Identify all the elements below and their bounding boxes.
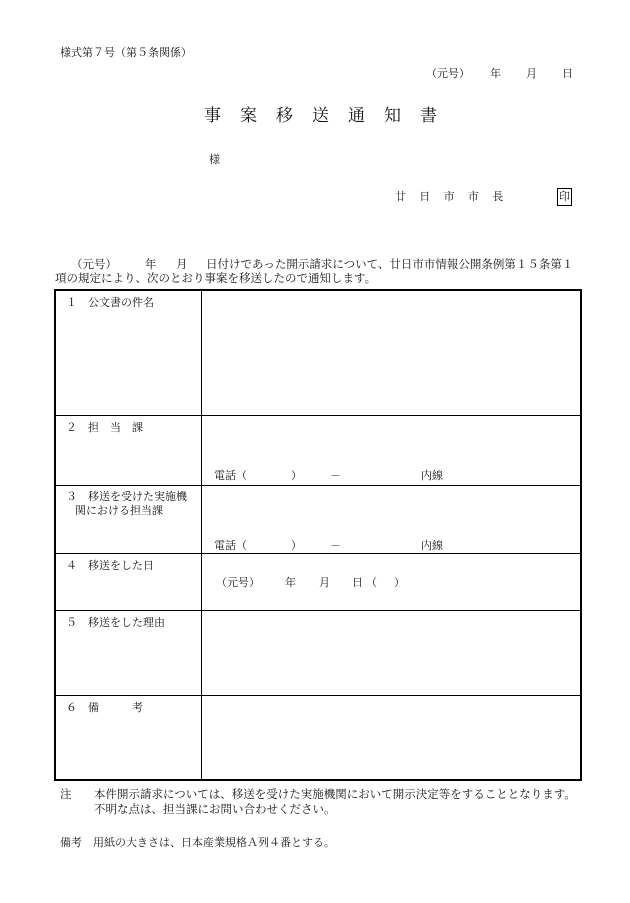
notes-label: 注 xyxy=(60,787,72,801)
phone-dash: － xyxy=(330,469,341,482)
remark-label: 備考 xyxy=(60,836,82,849)
row-remarks xyxy=(56,695,580,779)
row-document-subject xyxy=(56,291,580,415)
transfer-date-year-label: 年 xyxy=(285,576,296,589)
issue-date-day-label: 日 xyxy=(562,67,573,80)
notes-line-2: 不明な点は、担当課にお問い合わせください。 xyxy=(94,802,336,816)
transfer-reason-label: ５ 移送をした理由 xyxy=(66,616,165,629)
remarks-label-cell xyxy=(56,696,202,779)
document-title: 事案移送通知書 xyxy=(204,106,456,126)
transfer-details-table xyxy=(54,289,582,781)
receiving-section-label-line-1: ３ 移送を受けた実施機 xyxy=(66,490,187,503)
issue-date-era: （元号） xyxy=(426,67,470,80)
transfer-date-value-cell xyxy=(202,554,580,610)
transfer-date-month-label: 月 xyxy=(319,576,330,589)
responsible-section-label-cell xyxy=(56,416,202,485)
transfer-date-era: （元号） xyxy=(216,576,260,589)
issue-date-year-label: 年 xyxy=(490,67,501,80)
phone-dash: － xyxy=(330,539,341,552)
document-subject-label-cell xyxy=(56,291,202,415)
transfer-date-label-cell xyxy=(56,554,202,610)
row-transfer-reason xyxy=(56,610,580,695)
weekday-open-paren: （ xyxy=(366,576,377,589)
receiving-section-label-cell xyxy=(56,486,202,553)
document-subject-label: １ 公文書の件名 xyxy=(66,296,154,309)
phone-extension-label: 内線 xyxy=(421,539,443,552)
issue-date-month-label: 月 xyxy=(526,67,537,80)
intro-line-1: 日付けであった開示請求について、廿日市市情報公開条例第１５条第１ xyxy=(206,257,574,271)
intro-month-label: 月 xyxy=(176,257,188,271)
transfer-date-label: ４ 移送をした日 xyxy=(66,559,154,572)
transfer-reason-label-cell xyxy=(56,611,202,695)
notes-line-1: 本件開示請求については、移送を受けた実施機関において開示決定等をすることとなります。 xyxy=(94,787,576,801)
phone-prefix: 電話（ xyxy=(214,469,247,482)
phone-prefix: 電話（ xyxy=(214,539,247,552)
row-receiving-section xyxy=(56,485,580,553)
intro-era: （元号） xyxy=(71,257,117,271)
phone-extension-label: 内線 xyxy=(421,469,443,482)
receiving-section-value-cell xyxy=(202,486,580,553)
seal-mark: 印 xyxy=(557,188,572,206)
responsible-section-label: ２ 担 当 課 xyxy=(66,421,143,434)
phone-close-paren: ） xyxy=(291,539,302,552)
row-responsible-section xyxy=(56,415,580,485)
transfer-date-day-label: 日 xyxy=(352,576,363,589)
intro-year-label: 年 xyxy=(145,257,157,271)
sender-name: 廿日市市長 xyxy=(395,190,517,203)
remark-text: 用紙の大きさは、日本産業規格Ａ列４番とする。 xyxy=(93,836,335,849)
document-subject-value-cell xyxy=(202,291,580,415)
transfer-reason-value-cell xyxy=(202,611,580,695)
responsible-section-value-cell xyxy=(202,416,580,485)
intro-line-2: 項の規定により、次のとおり事案を移送したので通知します。 xyxy=(55,271,377,285)
addressee-honorific: 様 xyxy=(209,153,220,166)
remarks-row-label: ６ 備 考 xyxy=(66,701,143,714)
row-transfer-date xyxy=(56,553,580,610)
remarks-value-cell xyxy=(202,696,580,779)
phone-close-paren: ） xyxy=(291,469,302,482)
weekday-close-paren: ） xyxy=(394,576,405,589)
form-number: 様式第７号（第５条関係） xyxy=(60,46,192,59)
receiving-section-label-line-2: 関における担当課 xyxy=(75,504,163,517)
